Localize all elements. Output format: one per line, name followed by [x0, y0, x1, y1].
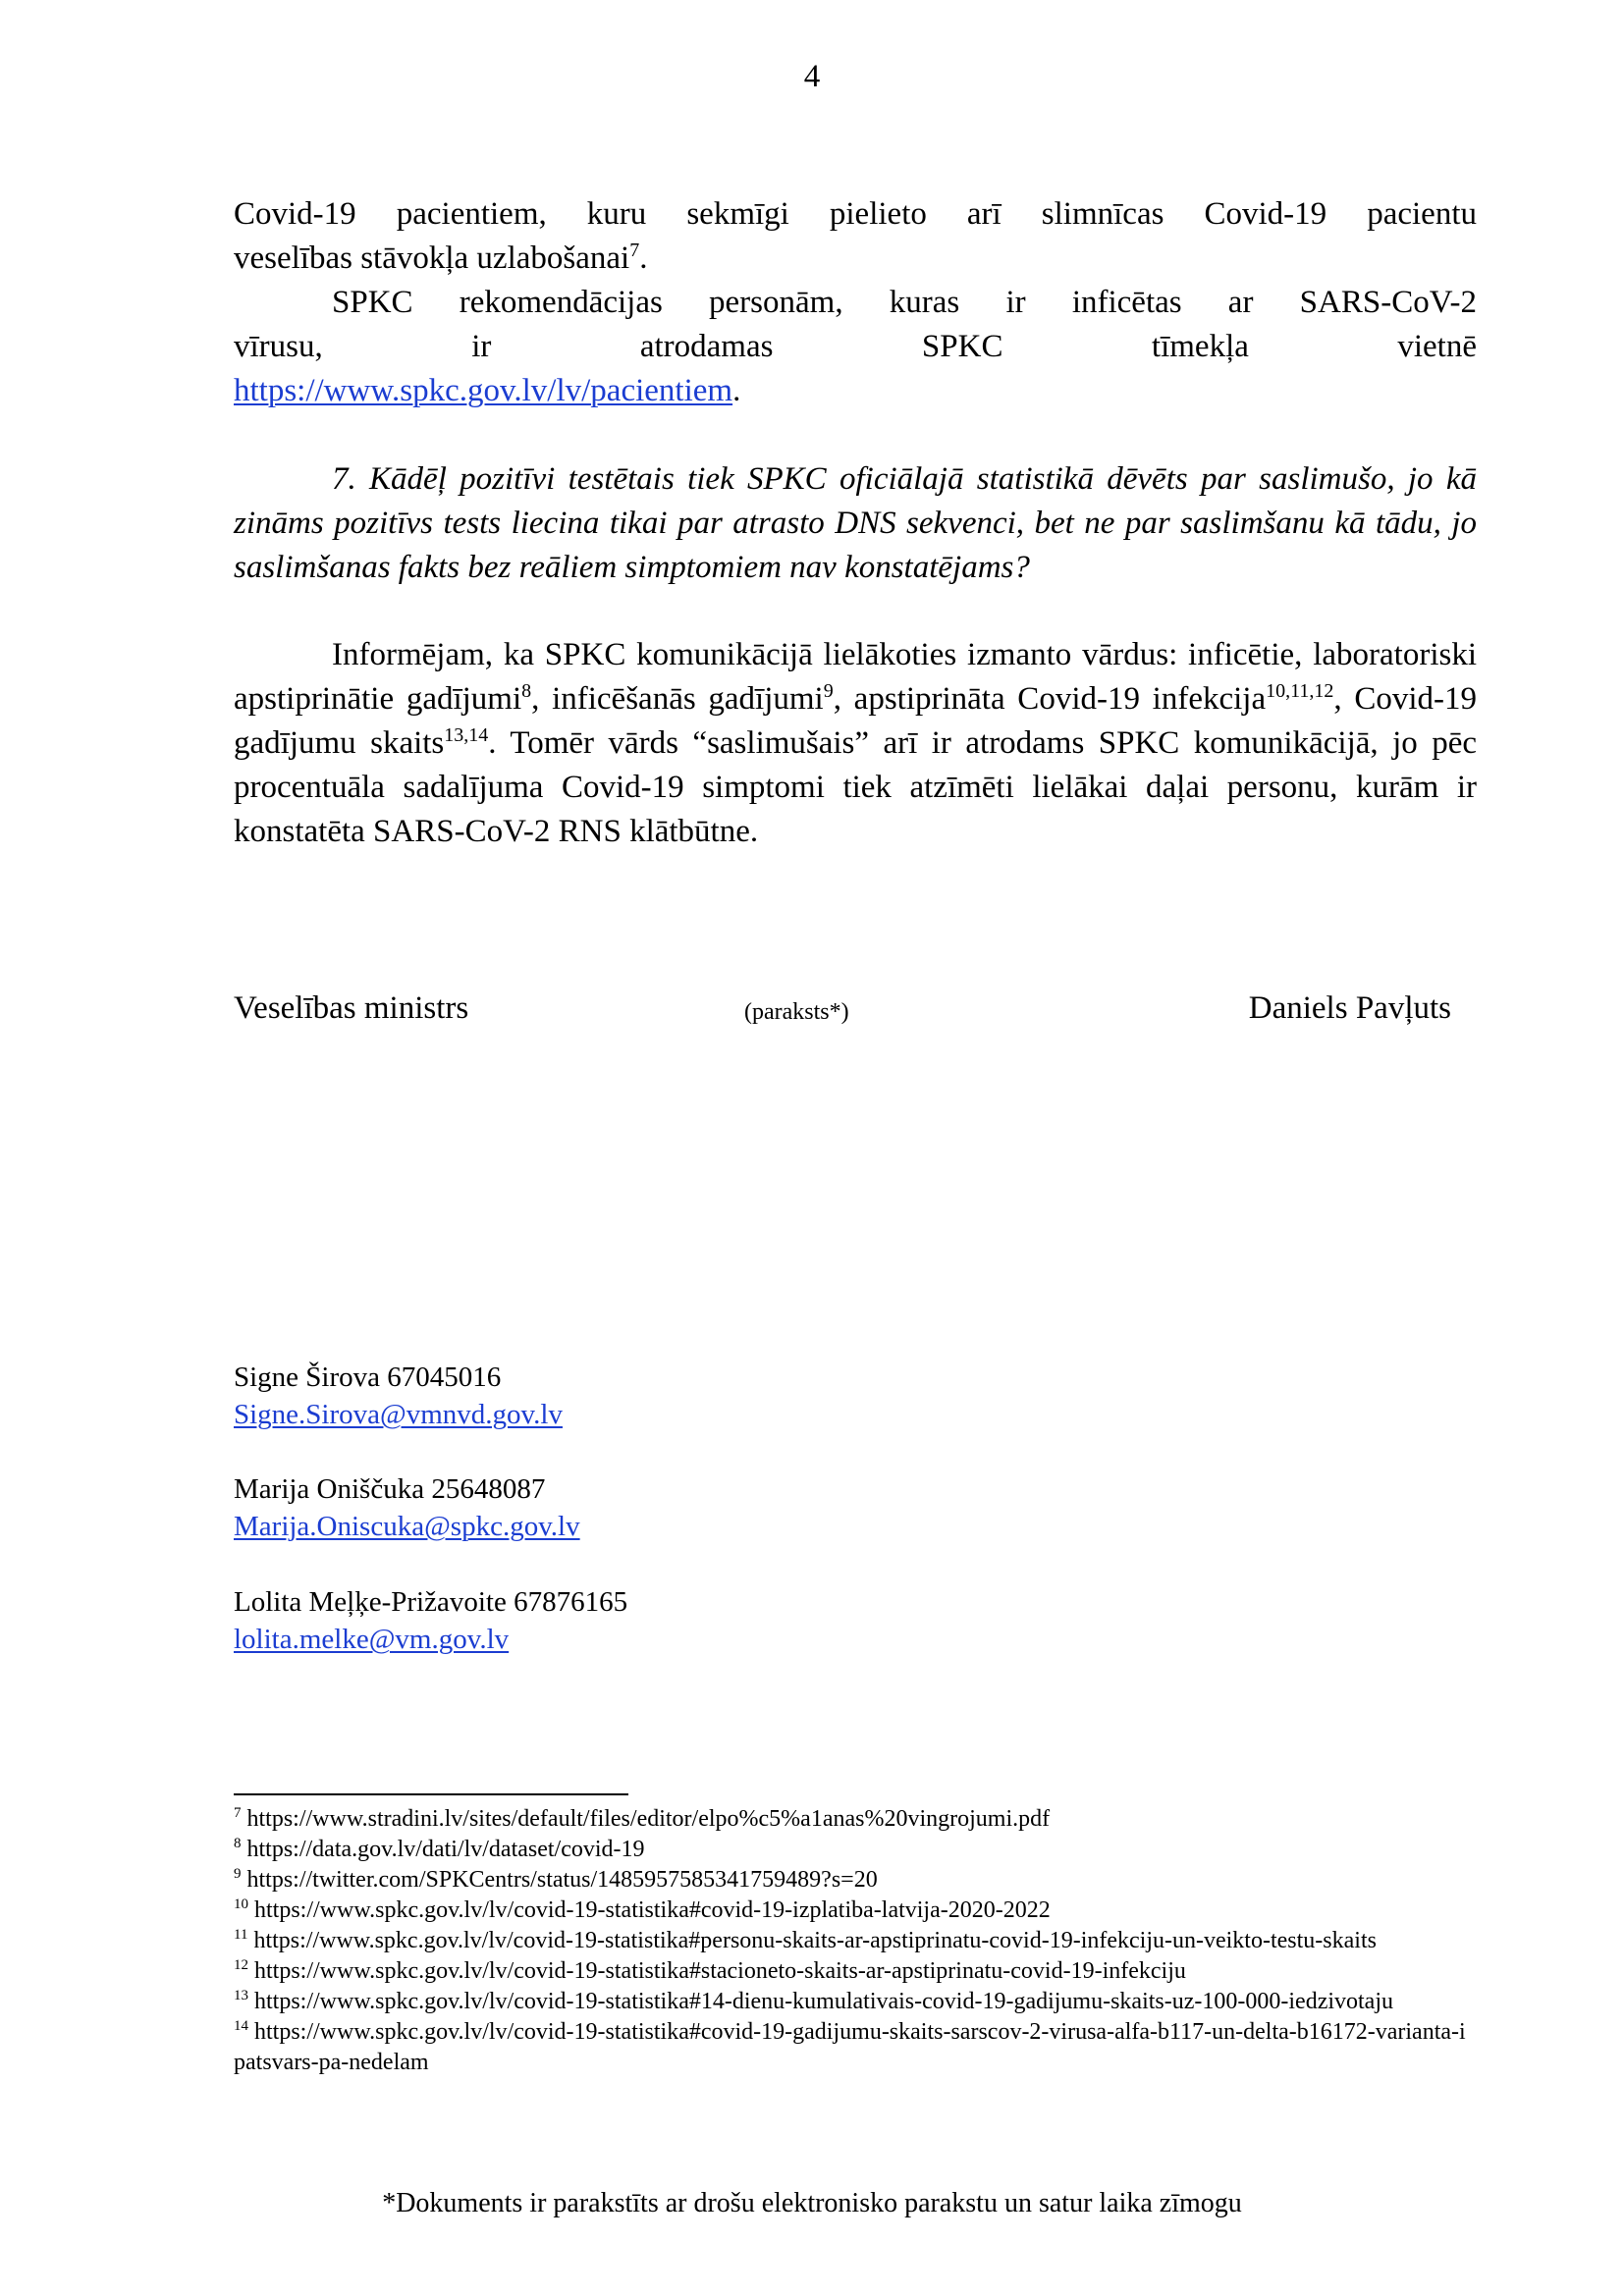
footnote-number: 7 [234, 1805, 242, 1821]
answer-7 [234, 633, 1477, 854]
footnote-url: https://www.stradini.lv/sites/default/files/editor/elpo%c5%a1anas%20vingrojumi.pdf [246, 1806, 1051, 1832]
footnote-number: 11 [234, 1927, 248, 1943]
question-7 [234, 457, 1477, 590]
footnote-number: 14 [234, 2018, 248, 2034]
paragraph-recommendations [234, 281, 1477, 413]
paragraph-text: veselības stāvokļa uzlabošanai [234, 240, 630, 276]
footnote-url: https://www.spkc.gov.lv/lv/covid-19-statistika#personu-skaits-ar-apstiprinatu-covid-19-infekciju-un-veikto-testu-skaits [253, 1928, 1377, 1953]
footnote [234, 1926, 1477, 1956]
contact-person: Marija Oniščuka 25648087 [234, 1473, 546, 1505]
signature-block [234, 987, 1451, 1036]
contact-person: Signe Širova 67045016 [234, 1362, 502, 1393]
signature-mark: (paraksts*) [744, 999, 849, 1025]
footnote-ref[interactable]: 8 [521, 680, 532, 702]
spkc-patients-link[interactable]: https://www.spkc.gov.lv/lv/pacientiem [234, 373, 733, 408]
footnote-number: 12 [234, 1957, 248, 1973]
footnote-url: https://twitter.com/SPKCentrs/status/1485957585341759489?s=20 [246, 1867, 878, 1893]
answer-text: , Covid-19 gadījumu skaits [234, 681, 1478, 761]
footnote [234, 1865, 1477, 1896]
footnote-number: 9 [234, 1866, 242, 1882]
answer-text: . Tomēr vārds “saslimušais” arī ir atrodams SPKC komunikācijā, jo pēc procentuāla sadalījuma Covid-19 simptomi tiek atzīmēti lielākai daļai personu, kurām ir konstatēta SARS-CoV-2 RNS klātbūtne. [234, 725, 1477, 849]
footnote [234, 1804, 1477, 1835]
footnote-ref[interactable]: 9 [823, 680, 834, 702]
paragraph-text: . [639, 240, 648, 276]
signatory-name: Daniels Pavļuts [1248, 990, 1451, 1026]
footnote-url: https://www.spkc.gov.lv/lv/covid-19-statistika#14-dienu-kumulativais-covid-19-gadijumu-skaits-uz-100-000-iedzivotaju [254, 1989, 1394, 2014]
contact-email-link[interactable]: Signe.Sirova@vmnvd.gov.lv [234, 1399, 563, 1430]
footnote-url: https://data.gov.lv/dati/lv/dataset/covid-19 [246, 1837, 645, 1862]
contact-block [234, 1470, 580, 1545]
e-signature-disclaimer: *Dokuments ir parakstīts ar drošu elektronisko parakstu un satur laika zīmogu [382, 2188, 1242, 2218]
answer-text: , inficēšanās gadījumi [531, 681, 824, 717]
footnotes [234, 1804, 1477, 2078]
footnote [234, 1896, 1477, 1926]
signatory-title: Veselības ministrs [234, 990, 469, 1026]
footnote-url: https://www.spkc.gov.lv/lv/covid-19-statistika#stacioneto-skaits-ar-apstiprinatu-covid-19-infekciju [254, 1958, 1186, 1984]
footnote-ref[interactable]: 7 [629, 240, 640, 261]
footnote-url: https://www.spkc.gov.lv/lv/covid-19-statistika#covid-19-gadijumu-skaits-sarscov-2-virusa-alfa-b117-un-delta-b16172-varianta-ipatsvars-pa-nedelam [234, 2019, 1466, 2075]
footnote-ref[interactable]: 13,14 [444, 724, 489, 746]
footnote [234, 1835, 1477, 1865]
paragraph-text: . [732, 373, 741, 408]
page-number: 4 [803, 59, 821, 94]
footnote-number: 13 [234, 1988, 248, 2003]
answer-text: Informējam, ka SPKC komunikācijā lielākoties izmanto vārdus: inficētie, laboratoriski apstiprinātie gadījumi [234, 637, 1477, 717]
contact-person: Lolita Meļķe-Prižavoite 67876165 [234, 1586, 628, 1618]
footnote-url: https://www.spkc.gov.lv/lv/covid-19-statistika#covid-19-izplatiba-latvija-2020-2022 [254, 1897, 1051, 1923]
paragraph-line: Covid-19 pacientiem, kuru sekmīgi pielieto arī slimnīcas Covid-19 pacientu [234, 196, 1477, 232]
paragraph-line: SPKC rekomendācijas personām, kuras ir inficētas ar SARS-CoV-2 [332, 285, 1477, 320]
answer-text: , apstiprināta Covid-19 infekcija [833, 681, 1267, 717]
footnote [234, 2017, 1477, 2078]
contact-block [234, 1359, 563, 1433]
footnote-separator [234, 1793, 628, 1795]
footnote-number: 10 [234, 1896, 248, 1912]
paragraph-line [234, 237, 1477, 281]
footnote-ref[interactable]: 10,11,12 [1266, 680, 1334, 702]
footnote [234, 1987, 1477, 2017]
contact-block [234, 1583, 627, 1658]
question-text: 7. Kādēļ pozitīvi testētais tiek SPKC oficiālajā statistikā dēvēts par saslimušo, jo kā zināms pozitīvs tests liecina tikai par atrasto DNS sekvenci, bet ne par saslimšanu kā tādu, jo saslimšanas fakts bez reāliem simptomiem nav konstatējams? [234, 461, 1477, 585]
contact-email-link[interactable]: lolita.melke@vm.gov.lv [234, 1624, 510, 1655]
paragraph-continuation [234, 192, 1477, 281]
paragraph-line: vīrusu, ir atrodamas SPKC tīmekļa vietnē [234, 329, 1477, 364]
footnote [234, 1956, 1477, 1987]
answer-paragraph [234, 633, 1477, 854]
contact-email-link[interactable]: Marija.Oniscuka@spkc.gov.lv [234, 1511, 580, 1542]
footnote-number: 8 [234, 1836, 242, 1851]
paragraph-line [234, 369, 1477, 413]
